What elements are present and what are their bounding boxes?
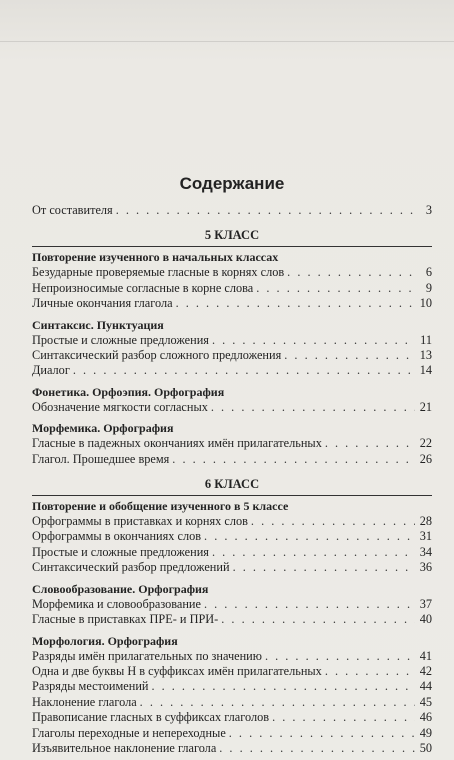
toc-entry-text: Глаголы переходные и непереходные: [32, 725, 226, 740]
toc-entry-page: 36: [419, 560, 432, 575]
toc-entry: [32, 612, 432, 627]
toc-entry-text: Простые и сложные предложения: [32, 332, 209, 347]
section-heading: Фонетика. Орфоэпия. Орфография: [32, 384, 225, 399]
toc-entry-text: Орфограммы в окончаниях слов: [32, 529, 202, 544]
toc-entry: [32, 529, 432, 544]
toc-entry: [32, 281, 432, 296]
section-heading: Словообразование. Орфография: [32, 581, 209, 596]
toc-entry-page: 14: [419, 363, 432, 378]
toc-entry-text: Синтаксический разбор предложений: [32, 560, 230, 575]
toc-entry: [32, 436, 432, 451]
toc-entry-text: Непроизносимые согласные в корне слова: [32, 280, 254, 295]
toc-entry: [32, 560, 432, 575]
toc-entry: [32, 679, 432, 694]
toc-entry-page: 6: [425, 265, 432, 280]
leader-dots: [176, 296, 415, 311]
leader-dots: [229, 726, 415, 741]
toc-entry: [32, 333, 432, 348]
toc-entry-text: Гласные в падежных окончаниях имён прилагательных: [32, 436, 322, 451]
leader-dots: [73, 363, 415, 378]
toc-entry: [32, 545, 432, 560]
section-heading: Повторение и обобщение изученного в 5 классе: [32, 499, 289, 514]
toc-entry: [32, 597, 432, 612]
leader-dots: [212, 333, 415, 348]
toc-entry-text: Глагол. Прошедшее время: [32, 451, 170, 466]
toc-entry-page: 49: [419, 725, 432, 740]
toc-entry-page: 41: [419, 648, 432, 663]
toc-entry: [32, 726, 432, 741]
toc-entry-page: 11: [420, 332, 432, 347]
toc-entry: [32, 452, 432, 467]
toc-entry: [32, 265, 432, 280]
toc-entry: [32, 664, 432, 679]
toc-entry-text: Одна и две буквы Н в суффиксах имён прилагательных: [32, 663, 322, 678]
leader-dots: [116, 203, 415, 218]
toc-entry-page: 10: [419, 296, 432, 311]
grade-rule: [32, 495, 432, 496]
toc-entry-text: Разряды имён прилагательных по значению: [32, 648, 262, 663]
leader-dots: [151, 679, 415, 694]
toc-entry-text: Личные окончания глагола: [32, 296, 173, 311]
toc-entry-page: 45: [419, 694, 432, 709]
leader-dots: [325, 436, 415, 451]
toc-entry-page: 34: [419, 544, 432, 559]
toc-entry: [32, 649, 432, 664]
leader-dots: [287, 265, 415, 280]
toc-entry-text: Диалог: [32, 363, 70, 378]
toc-entry-page: 44: [419, 679, 432, 694]
toc-entry-page: 42: [419, 663, 432, 678]
leader-dots: [211, 400, 415, 415]
leader-dots: [172, 452, 415, 467]
toc-title: Содержание: [179, 174, 285, 193]
toc-entry: [32, 695, 432, 710]
grade-heading-6: 6 КЛАСС: [204, 477, 260, 492]
toc-entry: [32, 348, 432, 363]
toc-entry: [32, 710, 432, 725]
leader-dots: [256, 281, 415, 296]
toc-entry-page: 26: [419, 451, 432, 466]
leader-dots: [140, 695, 415, 710]
leader-dots: [272, 710, 415, 725]
toc-entry-page: 13: [419, 348, 432, 363]
toc-entry-text: Орфограммы в приставках и корнях слов: [32, 514, 248, 529]
toc-entry-text: Гласные в приставках ПРЕ- и ПРИ-: [32, 612, 219, 627]
toc-entry-text: Безударные проверяемые гласные в корнях слов: [32, 265, 285, 280]
leader-dots: [204, 529, 415, 544]
toc-entry-page: 37: [419, 596, 432, 611]
toc-entry-page: 22: [419, 436, 432, 451]
leader-dots: [204, 597, 415, 612]
toc-entry-text: Изъявительное наклонение глагола: [32, 740, 217, 755]
toc-entry-page: 3: [425, 203, 432, 217]
toc-entry-page: 28: [419, 514, 432, 529]
toc-entry-text: Обозначение мягкости согласных: [32, 399, 208, 414]
section-heading: Морфология. Орфография: [32, 633, 178, 648]
leader-dots: [284, 348, 415, 363]
toc-entry: [32, 514, 432, 529]
leader-dots: [212, 545, 415, 560]
toc-entry-page: 21: [419, 399, 432, 414]
section-heading: Синтаксис. Пунктуация: [32, 317, 164, 332]
toc-entry-text: Разряды местоимений: [32, 679, 149, 694]
toc-entry: [32, 296, 432, 311]
leader-dots: [325, 664, 415, 679]
grade-heading-5: 5 КЛАСС: [204, 228, 260, 243]
toc-entry-text: Синтаксический разбор сложного предложения: [32, 348, 282, 363]
header-rule: [0, 41, 454, 42]
section-heading: Повторение изученного в начальных классах: [32, 250, 279, 265]
toc-entry: [32, 363, 432, 378]
toc-entry-page: 46: [419, 710, 432, 725]
grade-rule: [32, 246, 432, 247]
toc-entry: [32, 741, 432, 756]
leader-dots: [251, 514, 415, 529]
toc-entry-text: Наклонение глагола: [32, 694, 137, 709]
leader-dots: [233, 560, 415, 575]
toc-entry: [32, 400, 432, 415]
toc-entry-page: 9: [425, 280, 432, 295]
leader-dots: [265, 649, 415, 664]
toc-entry-page: 31: [419, 529, 432, 544]
toc-entry-page: 50: [419, 740, 432, 755]
section-heading: Морфемика. Орфография: [32, 421, 174, 436]
toc-entry-text: Простые и сложные предложения: [32, 544, 209, 559]
toc-entry-text: Правописание гласных в суффиксах глаголов: [32, 710, 270, 725]
toc-entry-page: 40: [419, 612, 432, 627]
toc-entry: [32, 203, 432, 218]
table-of-contents: [32, 173, 432, 756]
leader-dots: [221, 612, 415, 627]
leader-dots: [219, 741, 415, 756]
toc-entry-text: От составителя: [32, 203, 113, 217]
toc-entry-text: Морфемика и словообразование: [32, 596, 201, 611]
